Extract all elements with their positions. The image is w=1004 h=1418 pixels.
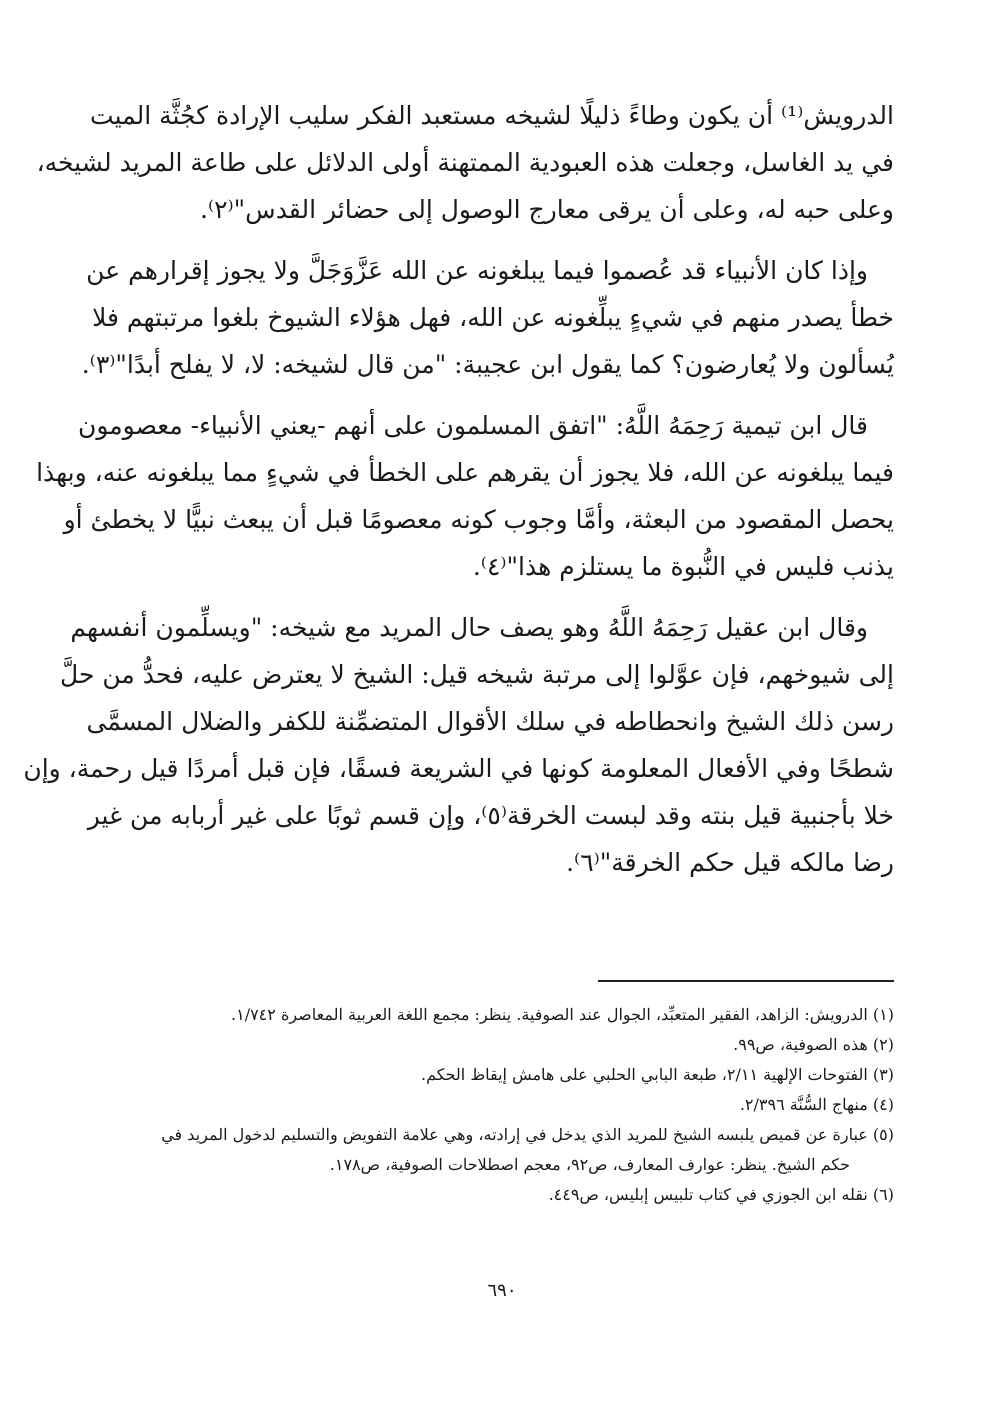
- paragraph-2: [81, 247, 894, 388]
- text-line: الدرويش⁽¹⁾ أن يكون وطاءً ذليلًا لشيخه مستعبد الفكر سليب الإرادة كجُثَّة الميت: [90, 101, 894, 130]
- text-line: يذنب فليس في النُّبوة ما يستلزم هذا"⁽٤⁾.: [472, 552, 894, 581]
- text-line: خلا بأجنبية قيل بنته وقد لبست الخرقة⁽٥⁾، وإن قسم ثوبًا على غير أربابه من غير: [87, 801, 894, 830]
- footnote-6: (٦) نقله ابن الجوزي في كتاب تلبيس إبليس، ص٤٤٩.: [548, 1185, 894, 1204]
- footnote-3: (٣) الفتوحات الإلهية ٢/١١، طبعة البابي الحلبي على هامش إيقاظ الحكم.: [421, 1065, 894, 1084]
- footnote-2: (٢) هذه الصوفية، ص٩٩.: [733, 1035, 894, 1054]
- footnote-1: (١) الدرويش: الزاهد، الفقير المتعبِّد، الجوال عند الصوفية. ينظر: مجمع اللغة العربية المعاصرة ١/٧٤٢.: [231, 1005, 894, 1024]
- footnotes: [98, 1000, 894, 1210]
- text-line: خطأ يصدر منهم في شيءٍ يبلِّغونه عن الله، فهل هؤلاء الشيوخ بلغوا مرتبتهم فلا: [92, 303, 894, 332]
- text-line: قال ابن تيمية رَحِمَهُ اللَّهُ: "اتفق المسلمون على أنهم -يعني الأنبياء- معصومون: [78, 411, 868, 440]
- text-line: فيما يبلغونه عن الله، فلا يجوز أن يقرهم على الخطأ في شيءٍ مما يبلغونه عنه، وبهذا: [36, 458, 894, 487]
- paragraph-1: [36, 92, 894, 233]
- paragraph-3: [36, 402, 894, 590]
- page-number: ٦٩٠: [487, 1280, 517, 1301]
- paragraph-4: [23, 604, 894, 886]
- text-line: يحصل المقصود من البعثة، وأمَّا وجوب كونه معصومًا قبل أن يبعث نبيًّا لا يخطئ أو: [63, 505, 894, 534]
- text-line: إلى شيوخهم، فإن عوَّلوا إلى مرتبة شيخه قيل: الشيخ لا يعترض عليه، فحدُّ من حلَّ: [60, 660, 894, 689]
- text-line: رضا مالكه قيل حكم الخرقة"⁽٦⁾.: [566, 848, 894, 877]
- text-line: وإذا كان الأنبياء قد عُصموا فيما يبلغونه عن الله عَزَّوَجَلَّ ولا يجوز إقرارهم عن: [86, 256, 868, 285]
- text-line: في يد الغاسل، وجعلت هذه العبودية الممتهنة أولى الدلائل على طاعة المريد لشيخه،: [36, 148, 894, 177]
- text-line: شطحًا وفي الأفعال المعلومة كونها في الشريعة فسقًا، فإن قبل أمردًا قيل رحمة، وإن: [23, 754, 894, 783]
- text-line: وقال ابن عقيل رَحِمَهُ اللَّهُ وهو يصف حال المريد مع شيخه: "ويسلِّمون أنفسهم: [70, 613, 868, 642]
- footnote-divider: [598, 980, 894, 982]
- text-line: يُسألون ولا يُعارضون؟ كما يقول ابن عجيبة: "من قال لشيخه: لا، لا يفلح أبدًا"⁽٣⁾.: [81, 350, 894, 379]
- main-text: [23, 92, 894, 900]
- text-line: وعلى حبه له، وعلى أن يرقى معارج الوصول إلى حضائر القدس"⁽٢⁾.: [200, 195, 894, 224]
- footnote-4: (٤) منهاج السُّنَّة ٢/٣٩٦.: [739, 1095, 894, 1114]
- footnote-5: (٥) عبارة عن قميص يلبسه الشيخ للمريد الذي يدخل في إرادته، وهي علامة التفويض والتسليم لدخول المريد في: [161, 1125, 894, 1144]
- text-line: رسن ذلك الشيخ وانحطاطه في سلك الأقوال المتضمِّنة للكفر والضلال المسمَّى: [86, 707, 894, 736]
- footnote-5-continued: حكم الشيخ. ينظر: عوارف المعارف، ص٩٢، معجم اصطلاحات الصوفية، ص١٧٨.: [329, 1155, 850, 1174]
